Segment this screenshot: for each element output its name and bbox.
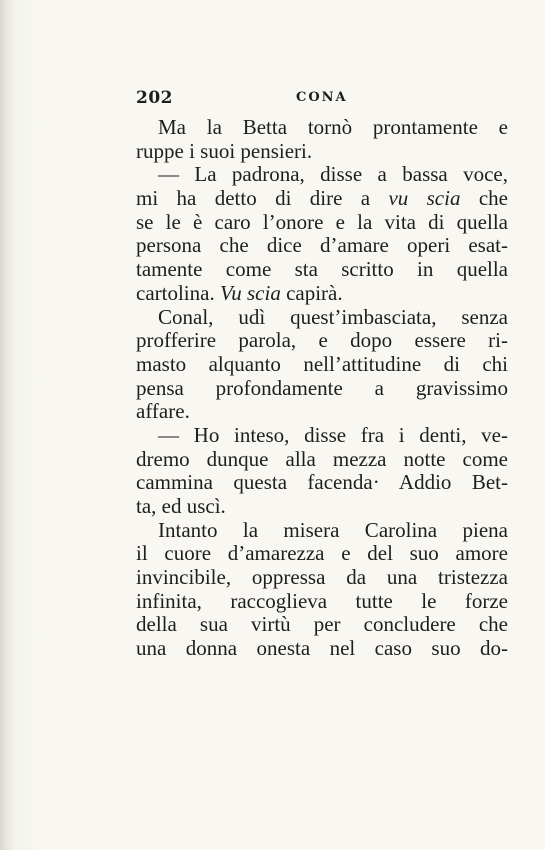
text-line: ta, ed uscì. [136,494,226,518]
text-line: Conal, udì quest’imbasciata, senza [158,304,508,329]
text-run: capirà. [280,280,343,305]
text-line: persona che dice d’amare operi esat- [136,233,508,258]
text-line [136,187,508,211]
running-head: CONA [296,90,348,105]
text-line: ruppe i suoi pensieri. [136,138,313,163]
page-header [136,88,508,110]
text-line: Intanto la misera Carolina piena [158,517,508,542]
text-line: tamente come sta scritto in quella [136,257,508,282]
text-line: invincibile, oppressa da una tristezza [136,565,508,590]
text-line: pensa profondamente a gravissimo [136,375,508,400]
text-line: una donna onesta nel caso suo do- [136,636,508,661]
text-line: — Ho inteso, disse fra i denti, ve- [158,422,508,447]
text-line: della sua virtù per concludere che [136,612,508,637]
text-run: cartolina. [136,280,220,305]
body-text [136,116,508,661]
text-line: Ma la Betta tornò prontamente e [158,115,508,139]
text-line: profferire parola, e dopo essere ri- [136,328,508,353]
text-line: cammina questa facenda· Addio Bet- [136,470,508,495]
text-line: infinita, raccoglieva tutte le forze [136,588,508,613]
italic-text: Vu scia [219,280,281,305]
text-line: il cuore d’amarezza e del suo amore [136,541,508,566]
text-line: dremo dunque alla mezza notte come [136,446,508,471]
italic-text: vu scia [388,186,461,211]
page-edge-shadow [0,0,14,850]
text-line: — La padrona, disse a bassa voce, [158,162,508,187]
text-run: che [460,186,508,211]
text-line: se le è caro l’onore e la vita di quella [136,209,508,234]
text-line: affare. [136,399,190,424]
text-line [136,282,508,306]
text-run: mi ha detto di dire a [136,186,389,211]
page-number: 202 [136,88,173,108]
text-line: masto alquanto nell’attitudine di chi [136,351,508,376]
